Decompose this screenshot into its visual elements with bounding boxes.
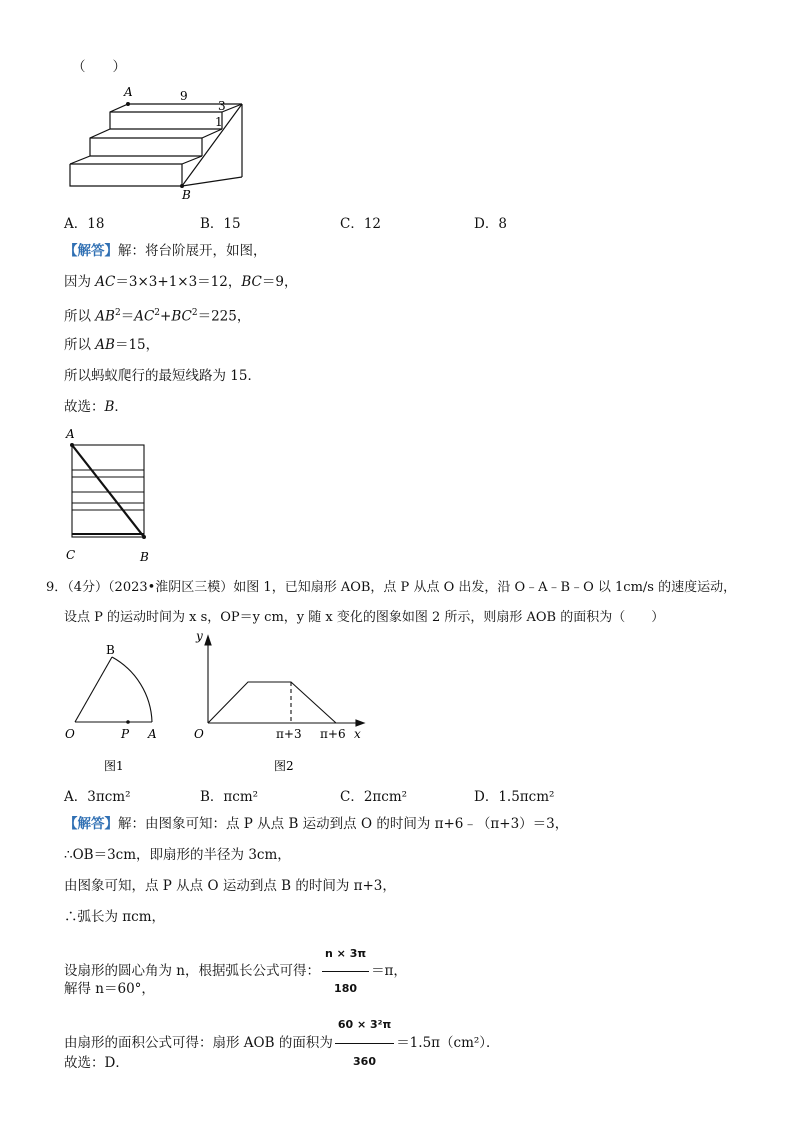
q9-option-a[interactable]: A．3πcm² — [64, 789, 131, 805]
text: AC — [134, 308, 155, 325]
label-b: B — [182, 188, 191, 202]
solution-key: 【解答】 — [64, 243, 118, 259]
label-o: O — [65, 727, 75, 741]
text: 设扇形的圆心角为 n，根据弧长公式可得： — [64, 963, 320, 979]
q9-solution-line-6: 解得 n＝60°， — [64, 981, 155, 997]
q9-option-c[interactable]: C．2πcm² — [340, 789, 408, 805]
text: AC — [95, 274, 116, 290]
q9-solution-line-7 — [64, 1008, 500, 1079]
fraction-numerator: n × 3π — [322, 938, 369, 972]
q9-solution-line-3: 由图象可知，点 P 从点 O 运动到点 B 的时间为 π+3， — [64, 878, 396, 894]
text: ＝π， — [371, 963, 407, 979]
label-c: C — [66, 548, 76, 562]
tick-pi-plus-3: π+3 — [276, 727, 302, 741]
text: ＝1.5π（cm²）． — [396, 1035, 500, 1051]
axis-y-label: y — [196, 629, 203, 643]
text: + — [160, 308, 172, 325]
point-b — [142, 535, 146, 539]
q9-option-d[interactable]: D．1.5πcm² — [474, 789, 555, 805]
figure-1-sector — [60, 640, 170, 780]
stairs-figure — [60, 82, 260, 202]
text: AB — [95, 337, 115, 353]
fraction-numerator: 60 × 3²π — [335, 1008, 394, 1044]
q8-option-d[interactable]: D．8 — [474, 216, 507, 232]
text: ＝3×3+1×3＝12， — [115, 274, 242, 290]
label-9: 9 — [180, 89, 188, 103]
q8-solution-line-6 — [64, 398, 128, 416]
text: 由扇形的面积公式可得：扇形 AOB 的面积为 — [64, 1035, 333, 1051]
fraction-denominator: 180 — [334, 982, 358, 995]
text: ＝9， — [261, 274, 298, 290]
solution-key: 【解答】 — [64, 816, 118, 832]
label-b: B — [106, 643, 115, 657]
axis-x-label: x — [354, 727, 361, 741]
q9-solution-line-8: 故选：D． — [64, 1055, 129, 1071]
text: 所以 — [64, 337, 96, 353]
text: 因为 — [64, 274, 96, 290]
text: ． — [114, 399, 128, 415]
arc-length-fraction — [322, 938, 369, 1005]
area-fraction — [335, 1008, 394, 1079]
q8-option-a[interactable]: A．18 — [64, 216, 105, 232]
q8-option-b[interactable]: B．15 — [200, 216, 241, 232]
q8-solution-line-3: 所以 $AB^2=AC^2+BC^2=225$， — [64, 308, 251, 325]
text: B — [104, 399, 115, 415]
label-a: A — [148, 727, 157, 741]
q8-solution-line-1 — [64, 242, 267, 260]
q8-solution-line-4 — [64, 336, 159, 354]
q8-solution-line-5: 所以蚂蚁爬行的最短线路为 15． — [64, 368, 261, 384]
text: 故选： — [64, 399, 105, 415]
q9-stem-line-1: 9．（4分）（2023•淮阴区三模）如图 1，已知扇形 AOB，点 P 从点 O 出发，沿 O﹣A﹣B﹣O 以 1cm/s 的速度运动， — [46, 580, 737, 595]
text: BC — [171, 308, 192, 325]
q8-option-c[interactable]: C．12 — [340, 216, 382, 232]
text: 解：由图象可知：点 P 从点 B 运动到点 O 的时间为 π+6﹣（π+3）＝3， — [118, 816, 569, 832]
text: BC — [241, 274, 262, 290]
unfolded-stairs-figure — [60, 425, 160, 565]
text: 所以 — [64, 308, 96, 325]
origin-label: O — [194, 727, 204, 741]
figure-2-graph — [180, 628, 380, 778]
text: ＝15， — [114, 337, 160, 353]
label-a: A — [124, 85, 133, 99]
q9-option-b[interactable]: B．πcm² — [200, 789, 259, 805]
q9-stem-line-2: 设点 P 的运动时间为 x s，OP＝y cm，y 随 x 变化的图象如图 2 所示，则扇形 AOB 的面积为（ ） — [64, 610, 665, 625]
point-p — [126, 720, 130, 724]
tick-pi-plus-6: π+6 — [320, 727, 346, 741]
text: 解：将台阶展开，如图， — [118, 243, 267, 259]
q8-solution-line-2 — [64, 273, 297, 291]
point-a — [126, 102, 130, 106]
text: ＝ — [120, 308, 135, 325]
q9-solution-line-1 — [64, 815, 568, 833]
q9-solution-line-4: ∴弧长为 πcm， — [64, 909, 166, 925]
label-3: 3 — [218, 99, 226, 113]
figure-1-caption: 图1 — [104, 759, 124, 773]
fraction-denominator: 360 — [353, 1055, 376, 1068]
q9-solution-line-2: ∴OB＝3cm，即扇形的半径为 3cm， — [64, 847, 291, 863]
label-1: 1 — [215, 115, 223, 129]
label-a: A — [66, 427, 75, 441]
answer-paren: （ ） — [72, 59, 126, 75]
label-b: B — [140, 550, 149, 564]
text: AB — [95, 308, 115, 325]
point-a — [70, 443, 74, 447]
text: ＝225， — [197, 308, 251, 325]
label-p: P — [121, 727, 130, 741]
figure-2-caption: 图2 — [274, 759, 294, 773]
